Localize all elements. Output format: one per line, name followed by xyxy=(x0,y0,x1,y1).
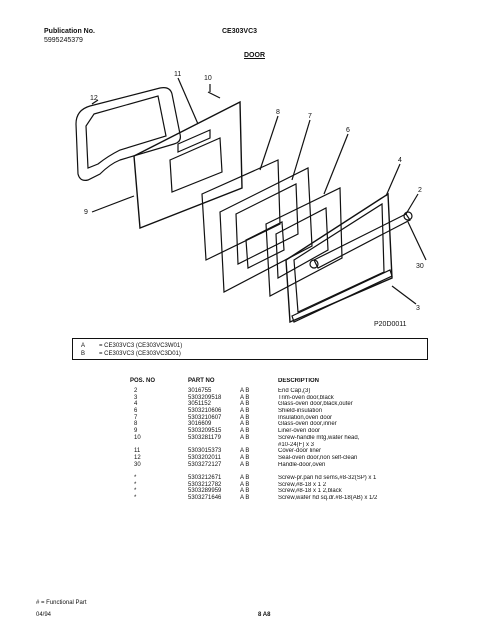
pos-no-cell: 9 xyxy=(134,428,138,435)
description-cell: Handle-door,oven xyxy=(278,461,326,468)
parts-table-header xyxy=(130,378,430,388)
pos-no-cell: 8 xyxy=(134,421,138,428)
callout-11: 11 xyxy=(174,71,182,78)
parts-table-row xyxy=(130,435,430,442)
parts-table xyxy=(130,378,430,502)
model-applicability-cell: A B xyxy=(240,481,250,488)
callout-7: 7 xyxy=(308,113,312,120)
model-applicability-cell: A B xyxy=(240,408,250,415)
model-applicability-cell: A B xyxy=(240,394,250,401)
parts-table-row xyxy=(130,421,430,428)
model-applicability-cell xyxy=(240,442,278,449)
pos-no-cell: 11 xyxy=(134,448,141,455)
part-no-cell: 3016755 xyxy=(188,388,212,394)
legend-row xyxy=(81,342,419,350)
description-cell xyxy=(278,468,430,475)
part-no-cell: 5303209515 xyxy=(188,428,222,435)
description-cell: Screw,#8-18 x 1 2 xyxy=(278,481,327,488)
parts-table-row xyxy=(130,395,430,402)
parts-table-row xyxy=(130,475,430,482)
header-part-no: PART NO xyxy=(188,378,215,384)
footer-page-number: 8 A8 xyxy=(258,612,271,618)
legend-key: A xyxy=(81,343,86,349)
description-cell: Screw,wafer hd sq.dr.#8-18(AB) x 1/2 xyxy=(278,495,378,501)
pos-no-cell: 6 xyxy=(134,408,138,415)
part-no-cell: 3051152 xyxy=(188,401,211,408)
part-no-cell xyxy=(188,468,240,475)
parts-table-row xyxy=(130,482,430,489)
handle-shape xyxy=(314,214,410,268)
parts-table-row xyxy=(130,488,430,495)
model-legend xyxy=(72,338,428,360)
part-no-cell: 5303271646 xyxy=(188,495,222,501)
pos-no-cell: 7 xyxy=(134,414,138,421)
parts-table-body xyxy=(130,388,430,502)
screw-shape xyxy=(208,92,220,98)
callout-30: 30 xyxy=(416,263,424,270)
pos-no-cell: 12 xyxy=(134,454,141,461)
callout-2: 2 xyxy=(418,187,422,194)
part-no-cell: 5303212671 xyxy=(188,474,222,481)
model-applicability-cell: A B xyxy=(240,495,250,501)
description-cell: Insulation,oven door xyxy=(278,414,333,421)
pos-no-cell: * xyxy=(134,474,137,481)
description-cell: Trim-oven door,black xyxy=(278,394,334,401)
description-cell: Cover-door liner xyxy=(278,448,322,455)
pos-no-cell xyxy=(130,468,188,475)
parts-table-row xyxy=(130,388,430,395)
pos-no-cell: * xyxy=(134,495,137,501)
pos-no-cell: 4 xyxy=(134,401,138,408)
part-no-cell: 3016609 xyxy=(188,421,212,428)
description-cell: Screw-handle mtg,water head, xyxy=(278,434,360,441)
footer-date: 04/94 xyxy=(36,612,52,618)
description-cell: Glass-oven door,black,outer xyxy=(278,401,353,408)
model-applicability-cell: A B xyxy=(240,388,250,394)
parts-table-row xyxy=(130,495,430,502)
pos-no-cell: 2 xyxy=(134,388,138,394)
description-cell: Screw,#8-18 x 1 2,black xyxy=(278,488,342,495)
pos-no-cell: 3 xyxy=(134,394,138,401)
description-cell: Shield-insulation xyxy=(278,408,323,415)
parts-table-row xyxy=(130,401,430,408)
shield-shape xyxy=(266,188,342,296)
part-no-cell: 5303281179 xyxy=(188,434,221,441)
description-cell: End Cap,(3) xyxy=(278,388,311,394)
part-no-cell: 5303289959 xyxy=(188,488,222,495)
pos-no-cell: 30 xyxy=(134,461,141,468)
part-no-cell: 5303210606 xyxy=(188,408,222,415)
legend-text: = CE303VC3 (CE303VC3D01) xyxy=(99,351,181,357)
parts-table-row xyxy=(130,462,430,469)
callout-12: 12 xyxy=(90,95,98,102)
door-diagram-svg xyxy=(70,64,430,334)
parts-table-row xyxy=(130,468,430,475)
part-no-cell: 5303272127 xyxy=(188,461,222,468)
figure-code: P20D0011 xyxy=(374,321,407,328)
publication-label: Publication No. xyxy=(44,28,95,35)
part-no-cell xyxy=(188,442,240,449)
pos-no-cell xyxy=(130,442,188,449)
parts-table-row xyxy=(130,448,430,455)
outer-glass-shape xyxy=(286,194,392,322)
model-applicability-cell: A B xyxy=(240,428,250,435)
legend-text: = CE303VC3 (CE303VC3W01) xyxy=(99,343,183,349)
model-applicability-cell: A B xyxy=(240,461,250,468)
pos-no-cell: * xyxy=(134,488,137,495)
callout-4: 4 xyxy=(398,157,402,164)
parts-table-row xyxy=(130,415,430,422)
callout-10: 10 xyxy=(204,75,212,82)
callout-3: 3 xyxy=(416,305,420,312)
model-applicability-cell: A B xyxy=(240,448,250,455)
callout-9: 9 xyxy=(84,209,88,216)
publication-number: 5995245379 xyxy=(44,37,83,44)
pos-no-cell: 10 xyxy=(134,434,141,441)
model-number: CE303VC3 xyxy=(222,28,258,35)
parts-table-row xyxy=(130,455,430,462)
model-applicability-cell: A B xyxy=(240,474,250,481)
part-no-cell: 5303210607 xyxy=(188,414,222,421)
legend-key: B xyxy=(81,351,86,357)
functional-part-note: # = Functional Part xyxy=(36,600,87,606)
model-applicability-cell: A B xyxy=(240,488,250,495)
model-applicability-cell: A B xyxy=(240,421,250,428)
model-applicability-cell: A B xyxy=(240,434,250,441)
part-no-cell: 5303209518 xyxy=(188,394,222,401)
header-description: DESCRIPTION xyxy=(278,378,320,384)
model-applicability-cell xyxy=(240,468,278,475)
part-no-cell: 5303212782 xyxy=(188,481,222,488)
model-applicability-cell: A B xyxy=(240,414,250,421)
exploded-door-diagram xyxy=(70,64,430,334)
description-cell: #10-24(F) x 3 xyxy=(278,441,315,448)
header-pos-no: POS. NO xyxy=(130,378,156,384)
callout-8: 8 xyxy=(276,109,280,116)
part-no-cell: 5303015373 xyxy=(188,448,222,455)
model-applicability-cell: A B xyxy=(240,401,250,408)
description-cell: Liner-oven door xyxy=(278,428,321,435)
parts-table-row xyxy=(130,442,430,449)
parts-table-row xyxy=(130,408,430,415)
description-cell: Screw-pr.pan hd sems,#8-32(SP) x 1 xyxy=(278,474,377,481)
pos-no-cell: * xyxy=(134,481,137,488)
legend-row xyxy=(81,350,419,358)
description-cell: Seal-oven door,non self-clean xyxy=(278,454,358,461)
section-title: DOOR xyxy=(244,52,265,59)
parts-table-row xyxy=(130,428,430,435)
callout-6: 6 xyxy=(346,127,350,134)
model-applicability-cell: A B xyxy=(240,454,250,461)
part-no-cell: 5303202011 xyxy=(188,454,221,461)
description-cell: Glass-oven door,inner xyxy=(278,421,337,428)
